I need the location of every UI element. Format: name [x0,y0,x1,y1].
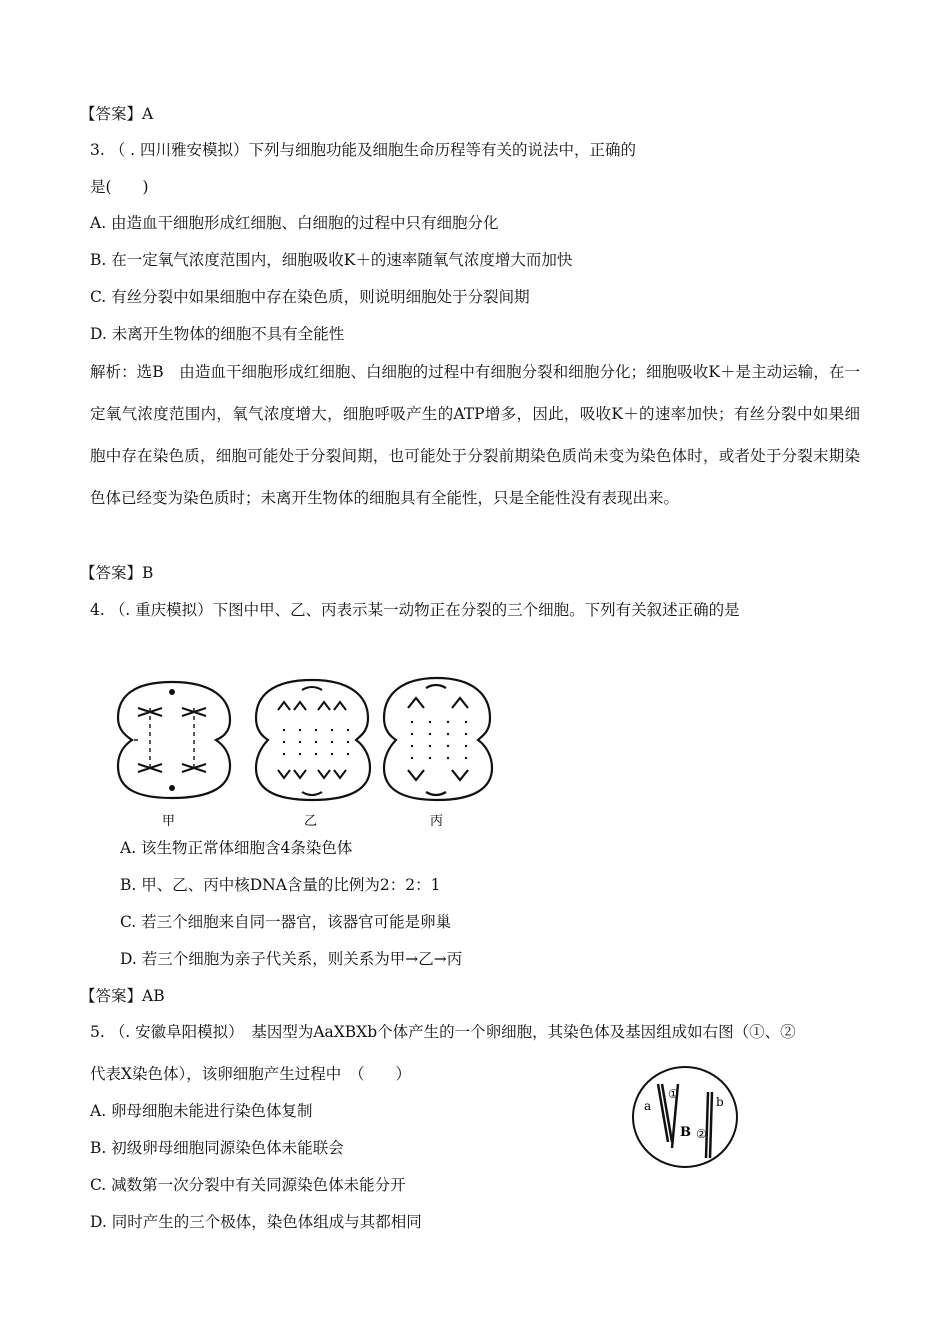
q5-option-b: B. 初级卵母细胞同源染色体未能联会 [90,1139,344,1157]
q5-option-d: D. 同时产生的三个极体，染色体组成与其都相同 [90,1213,422,1231]
cell-jia-chromosomes [138,690,206,790]
egg-label-2: ② [696,1127,707,1141]
cell-bing-outline [384,678,492,800]
cell-bing-chromosomes [408,685,468,795]
answer-q3: 【答案】B [80,564,154,582]
figure-label-bing: 丙 [430,814,444,829]
egg-label-a: a [644,1099,652,1113]
q4-stem: 4. （. 重庆模拟）下图中甲、乙、丙表示某一动物正在分裂的三个细胞。下列有关叙述正确的是 [90,601,740,619]
cell-yi-outline [256,680,370,800]
q5-option-a: A. 卵母细胞未能进行染色体复制 [90,1102,313,1120]
q3-option-c: C. 有丝分裂中如果细胞中存在染色质，则说明细胞处于分裂间期 [90,288,530,306]
q5-stem-line2: 代表X染色体），该卵细胞产生过程中 （ ） [90,1065,412,1083]
q3-stem-line2: 是( ) [90,178,149,196]
q4-option-c: C. 若三个细胞来自同一器官，该器官可能是卵巢 [120,913,452,931]
cell-division-figure [112,670,512,830]
figure-label-yi: 乙 [304,814,318,829]
q5-option-c: C. 减数第一次分裂中有关同源染色体未能分开 [90,1176,406,1194]
answer-q4: 【答案】AB [80,987,165,1005]
cell-yi-spindle [283,729,349,755]
q3-stem-line1: 3. （ . 四川雅安模拟）下列与细胞功能及细胞生命历程等有关的说法中，正确的 [90,141,636,159]
egg-label-1: ① [668,1087,679,1101]
q4-option-a: A. 该生物正常体细胞含4条染色体 [120,839,353,857]
q3-analysis: 解析：选B 由造血干细胞形成红细胞、白细胞的过程中有细胞分裂和细胞分化；细胞吸收K＋是主动运输，在一定氧气浓度范围内，氧气浓度增大，细胞呼吸产生的ATP增多，因此，吸收K＋的速率加快；有丝分裂中如果细胞中存在染色质，细胞可能处于分裂间期，也可能处于分裂前期染色质尚未变为染色体时，或者处于分裂末期染色体已经变为染色质时；未离开生物体的细胞具有全能性，只是全能性没有表现出来。 [90,363,860,507]
cell-bing-spindle [411,721,467,759]
cell-yi-chromosomes [278,687,346,795]
q3-option-a: A. 由造血干细胞形成红细胞、白细胞的过程中只有细胞分化 [90,214,499,232]
egg-label-b: b [716,1095,724,1109]
q3-option-b: B. 在一定氧气浓度范围内，细胞吸收K＋的速率随氧气浓度增大而加快 [90,251,573,269]
q5-stem-line1: 5. （. 安徽阜阳模拟） 基因型为AaXBXb个体产生的一个卵细胞，其染色体及基因组成如右图（①、② [90,1023,796,1041]
figure-label-jia: 甲 [162,814,176,829]
answer-q2: 【答案】A [80,105,154,123]
egg-cell-chromosomes [658,1084,712,1158]
q4-option-d: D. 若三个细胞为亲子代关系，则关系为甲→乙→丙 [120,950,463,968]
q3-option-d: D. 未离开生物体的细胞不具有全能性 [90,325,345,343]
egg-label-B: B [680,1125,691,1140]
q4-option-b: B. 甲、乙、丙中核DNA含量的比例为2：2：1 [120,876,441,894]
egg-cell-figure [630,1062,740,1172]
